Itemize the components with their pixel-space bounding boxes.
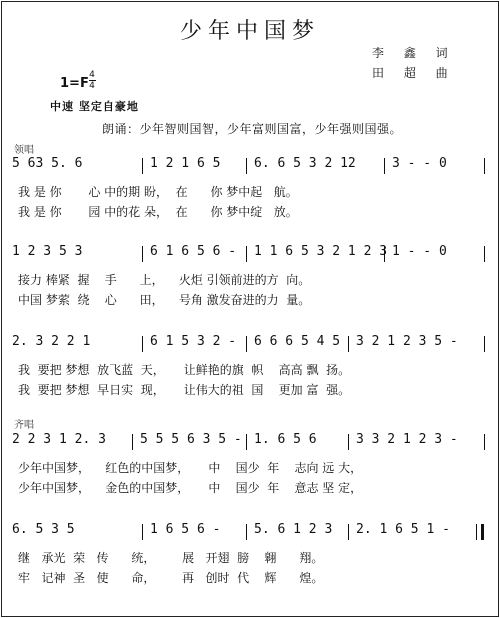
measure: 1. 6 5 6: [254, 432, 317, 447]
measure: 6. 6 5 3 2 12: [254, 156, 356, 171]
composer-credit: 田 超 曲: [372, 66, 456, 80]
measure: 1 1 6 5 3 2 1 2 3: [254, 244, 388, 259]
final-barline: [481, 524, 484, 540]
measure: 2 2 3 1 2. 3: [12, 432, 106, 447]
measure: 6. 5 3 5: [12, 522, 75, 537]
key-signature: 1=F: [60, 76, 89, 91]
measure: 3 2 1 2 3 5 -: [356, 334, 458, 349]
measure: 6 1 5 3 2 -: [150, 334, 237, 349]
lyric-line: 少年中国梦， 红色的中国梦， 中 国少 年 志向 远 大，: [18, 461, 363, 475]
notation-system-3: [10, 334, 490, 356]
measure: 1 2 3 5 3: [12, 244, 83, 259]
notation-system-1: [10, 156, 490, 178]
lyric-line: 我 是 你 园 中的花 朵， 在 你 梦中绽 放。: [18, 205, 298, 219]
section-label-solo: 领唱: [14, 145, 34, 156]
measure: 1 2 1 6 5: [150, 156, 221, 171]
measure: 5. 6 1 2 3: [254, 522, 333, 537]
section-label-chorus: 齐唱: [14, 420, 34, 431]
lyric-line: 牢 记神 圣 使 命， 再 创时 代 辉 煌。: [18, 571, 324, 585]
time-signature: [88, 70, 96, 91]
lyric-line: 我 是 你 心 中的期 盼， 在 你 梦中起 航。: [18, 185, 298, 199]
notation-system-2: [10, 244, 490, 266]
lyric-line: 接力 棒紧 握 手 上， 火炬 引领前进的方 向。: [18, 273, 311, 287]
measure: 6 6 6 5 4 5: [254, 334, 341, 349]
lyric-line: 我 要把 梦想 早日实 现， 让伟大的祖 国 更加 富 强。: [18, 383, 351, 397]
notation-system-5: [10, 522, 490, 544]
measure: 2. 1 6 5 1 -: [356, 522, 450, 537]
measure: 2. 3 2 2 1: [12, 334, 91, 349]
notation-system-4: [10, 432, 490, 454]
measure: 3 - - 0: [392, 156, 447, 171]
measure: 1 - - 0: [392, 244, 447, 259]
lyric-line: 少年中国梦， 金色的中国梦， 中 国少 年 意志 坚 定，: [18, 481, 363, 495]
measure: 6 1 6 5 6 -: [150, 244, 237, 259]
time-signature-top: 4: [89, 70, 95, 80]
tempo-marking: 中速 坚定自豪地: [50, 100, 139, 113]
measure: 5 63 5. 6: [12, 156, 83, 171]
song-title: 少年中国梦: [179, 19, 320, 44]
measure: 1 6 5 6 -: [150, 522, 221, 537]
lyric-line: 我 要把 梦想 放飞蓝 天， 让鲜艳的旗 帜 高高 飘 扬。: [18, 363, 351, 377]
lyricist-credit: 李 鑫 词: [372, 46, 456, 60]
lyric-line: 继 承光 荣 传 统， 展 开翅 膀 翱 翔。: [18, 551, 324, 565]
measure: 5 5 5 6 3 5 -: [140, 432, 242, 447]
lyric-line: 中国 梦萦 绕 心 田， 号角 激发奋进的力 量。: [18, 293, 311, 307]
time-signature-bottom: 4: [89, 81, 95, 91]
measure: 3 3 2 1 2 3 -: [356, 432, 458, 447]
recitation-text: 朗诵：少年智则国智，少年富则国富，少年强则国强。: [102, 122, 403, 136]
